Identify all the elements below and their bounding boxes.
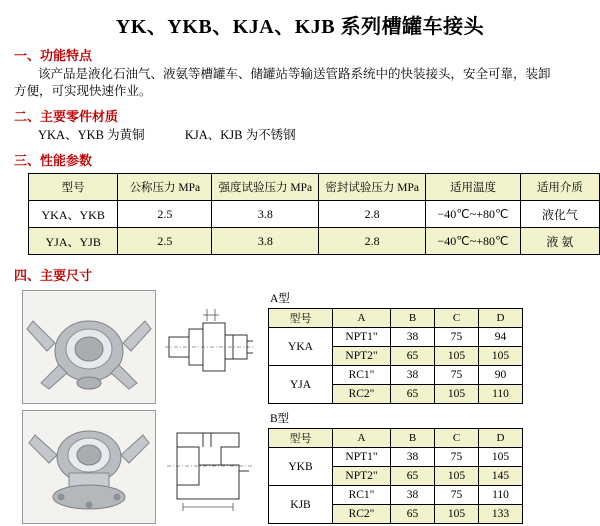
cell-c: 75 — [435, 486, 479, 505]
col-header-c: C — [435, 309, 479, 328]
coupling-photo-a-illustration — [23, 291, 155, 403]
cell-medium: 液化气 — [520, 201, 599, 228]
technical-drawing-a — [162, 290, 258, 404]
cell-c: 105 — [435, 467, 479, 486]
table-row — [29, 201, 600, 228]
cell-d: 105 — [479, 347, 523, 366]
cell-a: RC1" — [333, 486, 391, 505]
cell-b: 38 — [391, 448, 435, 467]
dimension-table-b — [268, 428, 523, 524]
cell-d: 90 — [479, 366, 523, 385]
col-header-a: A — [333, 309, 391, 328]
cell-b: 38 — [391, 366, 435, 385]
col-header-nominal-pressure: 公称压力 MPa — [118, 174, 212, 201]
cell-model: YKA — [269, 328, 333, 366]
col-header-model: 型号 — [269, 429, 333, 448]
table-row — [269, 448, 523, 467]
table-row — [269, 486, 523, 505]
cell-model: YJA — [269, 366, 333, 404]
cell-model: YJA、YJB — [29, 228, 118, 255]
col-header-b: B — [391, 309, 435, 328]
col-header-a: A — [333, 429, 391, 448]
cell-a: RC2" — [333, 385, 391, 404]
table-header-row — [269, 429, 523, 448]
section-2-material-line — [14, 127, 586, 144]
cell-d: 145 — [479, 467, 523, 486]
page-title: YK、YKB、KJA、KJB 系列槽罐车接头 — [115, 16, 485, 38]
performance-table — [28, 173, 600, 255]
performance-table-wrapper — [28, 173, 600, 255]
cell-a: NPT2" — [333, 467, 391, 486]
cell-a: RC2" — [333, 505, 391, 524]
cell-c: 105 — [435, 347, 479, 366]
dimension-block-b — [0, 410, 600, 524]
table-row — [269, 366, 523, 385]
section-4-heading: 四、主要尺寸 — [14, 268, 93, 283]
cell-temperature: −40℃~+80℃ — [426, 228, 521, 255]
cell-c: 75 — [435, 448, 479, 467]
coupling-photo-b-illustration — [23, 411, 155, 523]
col-header-medium: 适用介质 — [520, 174, 599, 201]
cell-temperature: −40℃~+80℃ — [426, 201, 521, 228]
section-1-heading: 一、功能特点 — [14, 48, 93, 63]
cell-b: 38 — [391, 328, 435, 347]
cell-b: 65 — [391, 467, 435, 486]
col-header-d: D — [479, 429, 523, 448]
cell-nominal-pressure: 2.5 — [118, 228, 212, 255]
cell-c: 75 — [435, 366, 479, 385]
dimension-table-a-wrapper — [268, 290, 523, 404]
cell-strength-test-pressure: 3.8 — [212, 201, 319, 228]
cell-d: 94 — [479, 328, 523, 347]
col-header-seal-test-pressure: 密封试验压力 MPa — [319, 174, 426, 201]
cell-d: 110 — [479, 486, 523, 505]
cell-c: 105 — [435, 385, 479, 404]
product-photo-a — [22, 290, 156, 404]
type-label-a: A型 — [270, 293, 290, 305]
col-header-b: B — [391, 429, 435, 448]
product-photo-b — [22, 410, 156, 524]
technical-drawing-b — [162, 410, 258, 524]
cell-seal-test-pressure: 2.8 — [319, 201, 426, 228]
section-3-heading: 三、性能参数 — [14, 153, 93, 168]
cell-b: 65 — [391, 347, 435, 366]
table-header-row — [269, 309, 523, 328]
cell-a: NPT2" — [333, 347, 391, 366]
type-label-b: B型 — [270, 413, 290, 425]
section-2-heading: 二、主要零件材质 — [14, 109, 119, 124]
cell-model: YKB — [269, 448, 333, 486]
cell-model: KJB — [269, 486, 333, 524]
col-header-temperature: 适用温度 — [426, 174, 521, 201]
cell-b: 65 — [391, 385, 435, 404]
cell-model: YKA、YKB — [29, 201, 118, 228]
cell-d: 105 — [479, 448, 523, 467]
col-header-model: 型号 — [269, 309, 333, 328]
col-header-d: D — [479, 309, 523, 328]
col-header-model: 型号 — [29, 174, 118, 201]
material-stainless: KJA、KJB 为不锈钢 — [184, 128, 296, 142]
coupling-drawing-b-illustration — [163, 411, 257, 523]
table-row — [29, 228, 600, 255]
dimension-table-a — [268, 308, 523, 404]
section-1-paragraph-line-1: 该产品是液化石油气、液氨等槽罐车、储罐站等输送管路系统中的快装接头，安全可靠，装卸 — [38, 67, 551, 81]
cell-medium: 液 氨 — [520, 228, 599, 255]
cell-a: NPT1" — [333, 328, 391, 347]
dimension-blocks — [0, 290, 600, 524]
cell-nominal-pressure: 2.5 — [118, 201, 212, 228]
cell-c: 75 — [435, 328, 479, 347]
table-row — [269, 328, 523, 347]
table-header-row — [29, 174, 600, 201]
col-header-strength-test-pressure: 强度试验压力 MPa — [212, 174, 319, 201]
coupling-drawing-a-illustration — [163, 291, 257, 403]
dimension-block-a — [0, 290, 600, 404]
cell-d: 110 — [479, 385, 523, 404]
document-page — [0, 10, 600, 526]
cell-strength-test-pressure: 3.8 — [212, 228, 319, 255]
cell-d: 133 — [479, 505, 523, 524]
cell-a: NPT1" — [333, 448, 391, 467]
cell-a: RC1" — [333, 366, 391, 385]
dimension-table-b-wrapper — [268, 410, 523, 524]
material-brass: YKA、YKB 为黄铜 — [38, 128, 145, 142]
cell-c: 105 — [435, 505, 479, 524]
cell-seal-test-pressure: 2.8 — [319, 228, 426, 255]
col-header-c: C — [435, 429, 479, 448]
cell-b: 38 — [391, 486, 435, 505]
section-1-paragraph-line-2: 方便，可实现快速作业。 — [14, 84, 152, 98]
cell-b: 65 — [391, 505, 435, 524]
